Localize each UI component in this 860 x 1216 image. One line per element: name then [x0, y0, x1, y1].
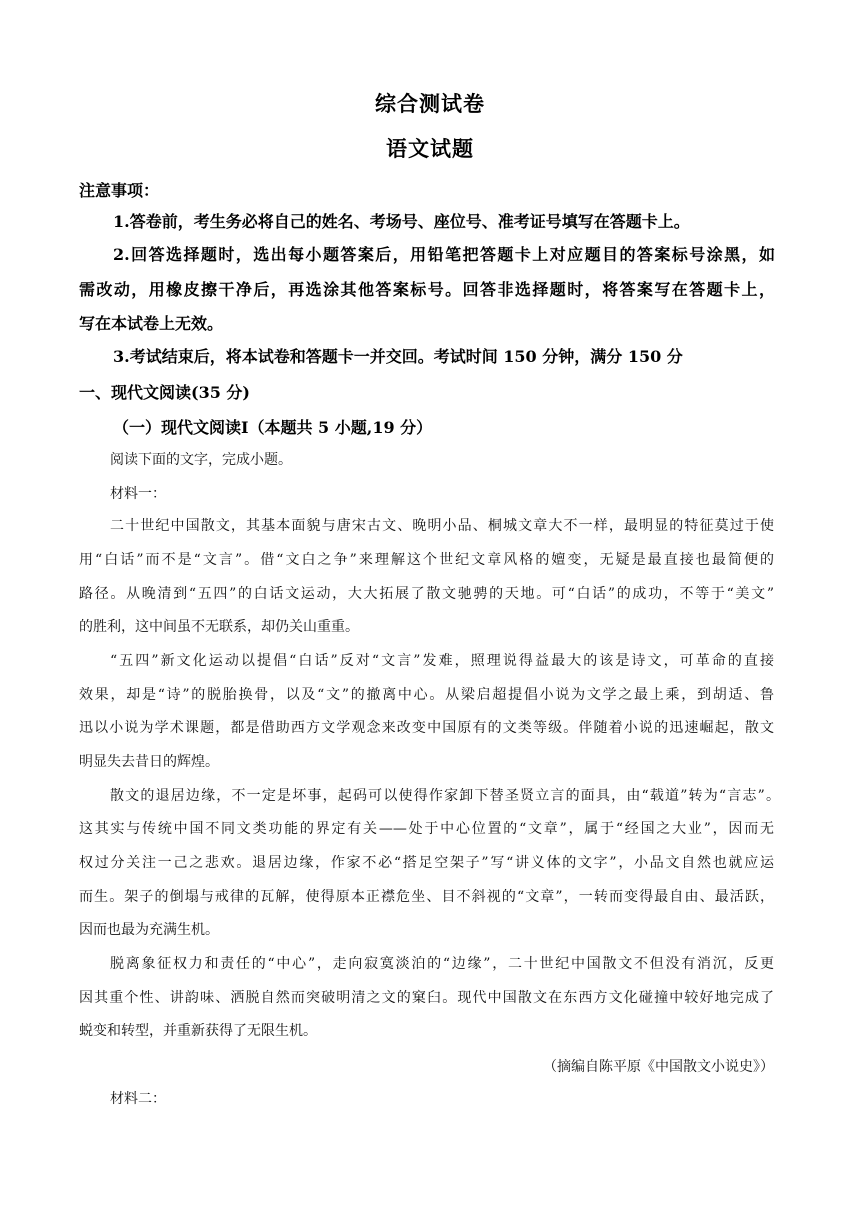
instruction-text: 阅读下面的文字，完成小题。 [110, 452, 292, 468]
notice-heading: 注意事项： [79, 181, 160, 200]
source-citation: （摘编自陈平原《中国散文小说史》） [543, 1059, 774, 1075]
material-1-label: 材料一： [110, 486, 166, 502]
paragraph-line: 迅以小说为学术课题，都是借助西方文学观念来改变中国原有的文类等级。伴随着小说的迅速崛起，散文 [79, 720, 774, 736]
paragraph-line: 权过分关注一己之悲欢。退居边缘，作家不必“搭足空架子”写“讲义体的文字”，小品文自然也就应运 [79, 855, 774, 871]
material-2-label: 材料二： [110, 1091, 166, 1107]
paragraph-line: 因而也最为充满生机。 [79, 922, 219, 938]
notice-item-2-line-3: 写在本试卷上无效。 [79, 314, 224, 333]
paragraph-line: “五四”新文化运动以提倡“白话”反对“文言”发难，照理说得益最大的该是诗文，可革命的直接 [110, 653, 774, 669]
paragraph-line: 蜕变和转型，并重新获得了无限生机。 [79, 1023, 317, 1039]
exam-title: 综合测试卷 [375, 91, 485, 116]
paragraph-line: 用“白话”而不是“文言”。借“文白之争”来理解这个世纪文章风格的嬗变，无疑是最直接也最简便的 [79, 552, 774, 568]
paragraph-line: 散文的退居边缘，不一定是坏事，起码可以使得作家卸下替圣贤立言的面具，由“载道”转为“言志”。 [110, 788, 780, 804]
paragraph-line: 因其重个性、讲韵味、洒脱自然而突破明清之文的窠臼。现代中国散文在东西方文化碰撞中较好地完成了 [79, 990, 774, 1006]
paragraph-line: 明显失去昔日的辉煌。 [79, 754, 219, 770]
paragraph-line: 而生。架子的倒塌与戒律的瓦解，使得原本正襟危坐、目不斜视的“文章”，一转而变得最自由、最活跃， [79, 889, 774, 905]
notice-item-3: 3.考试结束后，将本试卷和答题卡一并交回。考试时间 150 分钟，满分 150 分 [113, 347, 683, 366]
paragraph-line: 的胜利，这中间虽不无联系，却仍关山重重。 [79, 619, 359, 635]
paragraph-line: 二十世纪中国散文，其基本面貌与唐宋古文、晚明小品、桐城文章大不一样，最明显的特征莫过于使 [110, 518, 774, 534]
exam-subtitle: 语文试题 [386, 136, 474, 161]
section-heading: 一、现代文阅读(35 分) [79, 383, 250, 402]
paragraph-line: 效果，却是“诗”的脱胎换骨，以及“文”的撤离中心。从梁启超提倡小说为文学之最上乘，到胡适、鲁 [79, 687, 774, 703]
notice-item-2-line-2: 需改动，用橡皮擦干净后，再选涂其他答案标号。回答非选择题时，将答案写在答题卡上， [79, 280, 775, 299]
paragraph-line: 路径。从晚清到“五四”的白话文运动，大大拓展了散文驰骋的天地。可“白话”的成功，不等于“美文” [79, 586, 774, 602]
paragraph-line: 脱离象征权力和责任的“中心”，走向寂寞淡泊的“边缘”，二十世纪中国散文不但没有消沉，反更 [110, 956, 774, 972]
notice-item-1: 1.答卷前，考生务必将自己的姓名、考场号、座位号、准考证号填写在答题卡上。 [113, 212, 690, 231]
paragraph-line: 这其实与传统中国不同文类功能的界定有关——处于中心位置的“文章”，属于“经国之大业”，因而无 [79, 821, 774, 837]
sub-section-heading: （一）现代文阅读Ⅰ（本题共 5 小题,19 分） [113, 418, 433, 437]
notice-item-2-line-1: 2.回答选择题时，选出每小题答案后，用铅笔把答题卡上对应题目的答案标号涂黑，如 [113, 245, 775, 264]
